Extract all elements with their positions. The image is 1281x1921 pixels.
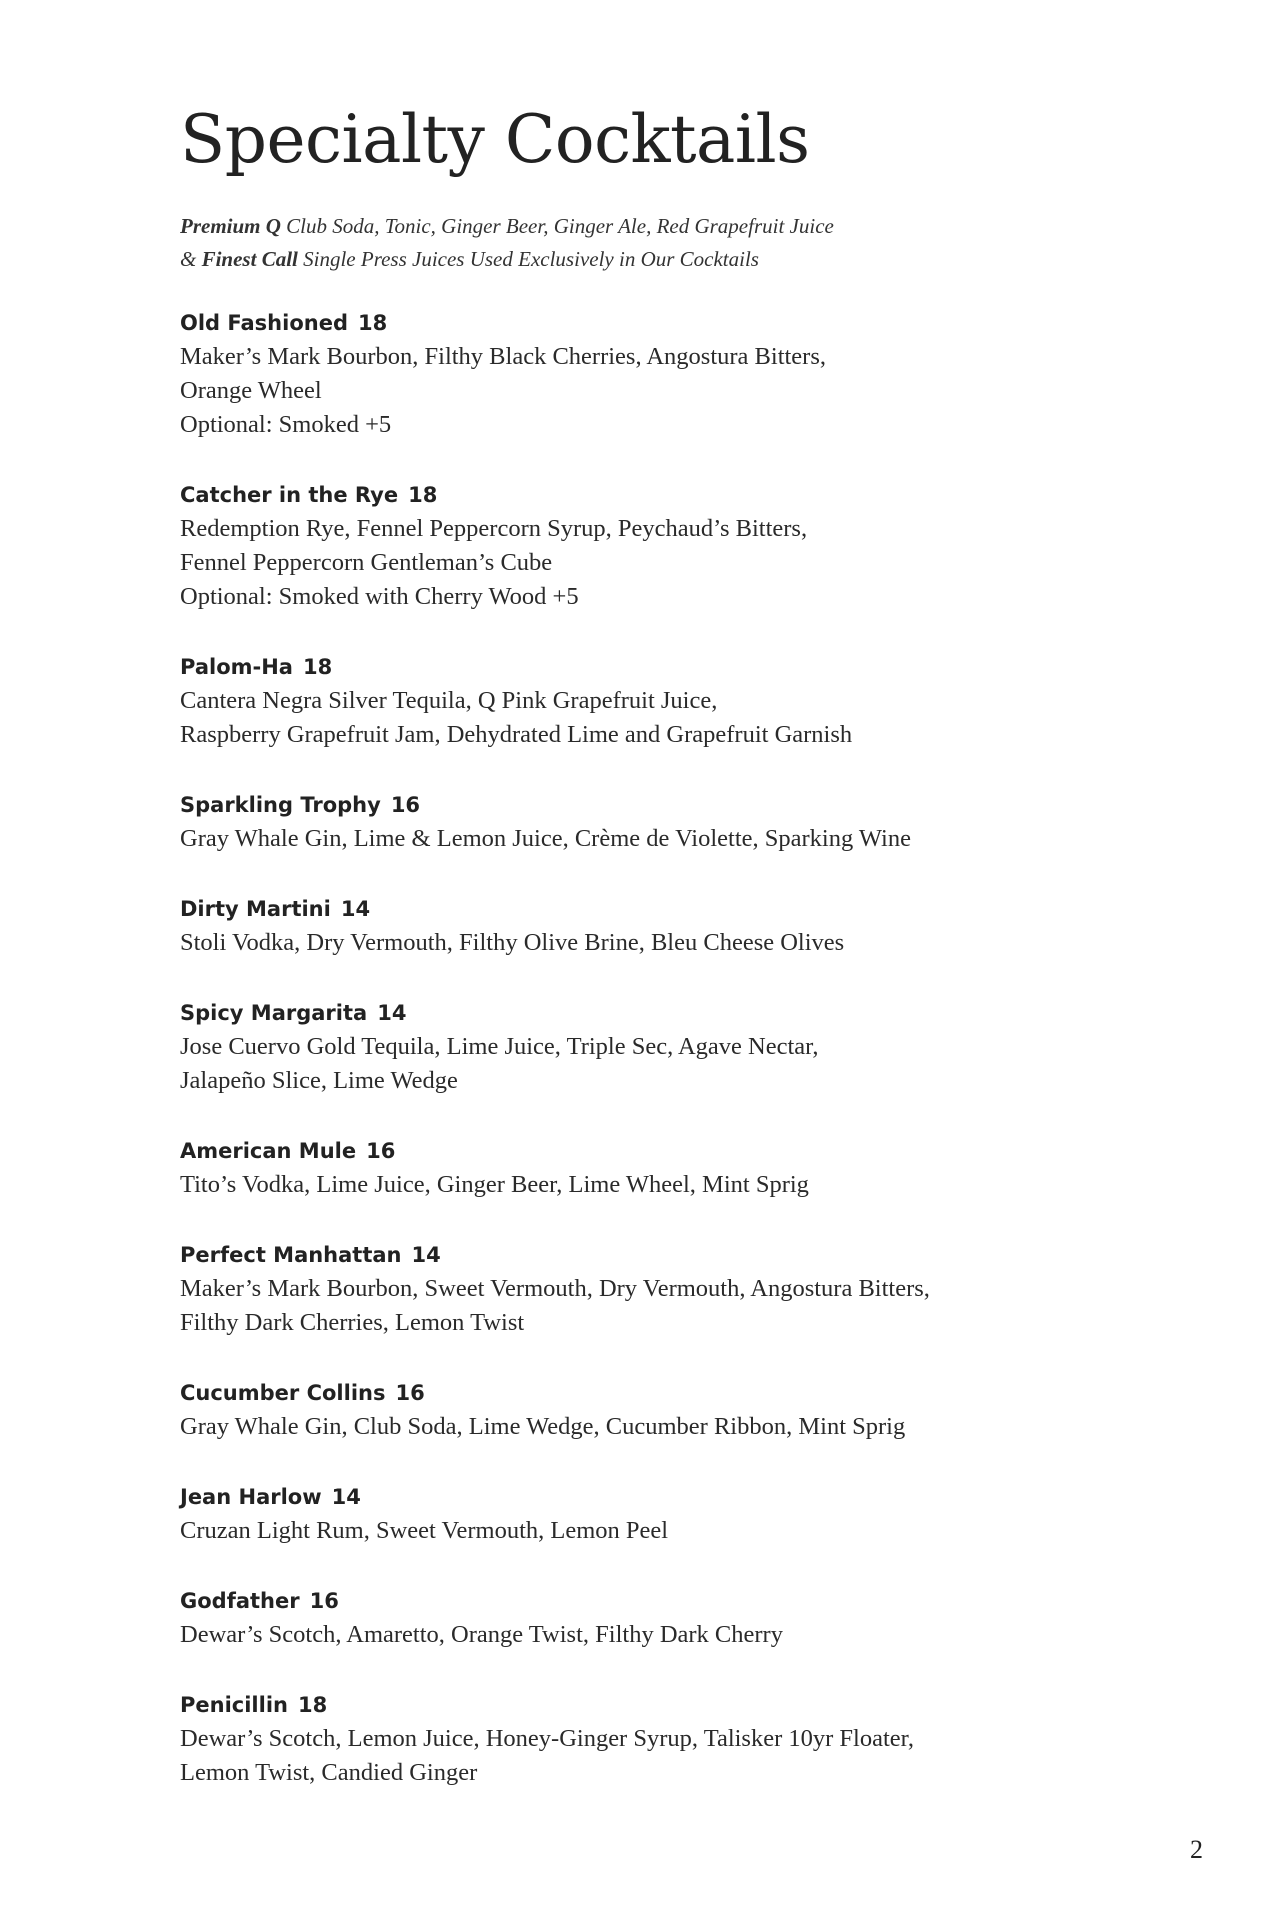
cocktail-option: Optional: Smoked +5 <box>180 411 392 438</box>
cocktail-item <box>180 1376 1140 1444</box>
cocktail-ingredients: Raspberry Grapefruit Jam, Dehydrated Lime and Grapefruit Garnish <box>180 721 853 748</box>
cocktail-item <box>180 996 1140 1098</box>
cocktail-name: Catcher in the Rye <box>180 483 399 507</box>
cocktail-ingredients: Lemon Twist, Candied Ginger <box>180 1759 478 1786</box>
cocktail-item <box>180 1238 1140 1340</box>
cocktail-list <box>180 306 1140 1790</box>
cocktail-heading <box>180 478 1140 512</box>
cocktail-price: 18 <box>408 483 438 507</box>
cocktail-name: Palom-Ha <box>180 655 293 679</box>
cocktail-ingredients: Orange Wheel <box>180 377 322 404</box>
cocktail-price: 14 <box>377 1001 407 1025</box>
cocktail-name: Sparkling Trophy <box>180 793 381 817</box>
cocktail-name: Penicillin <box>180 1693 288 1717</box>
cocktail-name: Perfect Manhattan <box>180 1243 402 1267</box>
cocktail-price: 18 <box>302 655 333 679</box>
cocktail-name: Godfather <box>180 1589 300 1613</box>
cocktail-item <box>180 1688 1140 1790</box>
cocktail-item <box>180 1584 1140 1652</box>
cocktail-item <box>180 306 1140 442</box>
cocktail-item <box>180 892 1140 960</box>
cocktail-heading <box>180 1688 1140 1722</box>
cocktail-heading <box>180 1480 1140 1514</box>
cocktail-ingredients: Dewar’s Scotch, Amaretto, Orange Twist, Filthy Dark Cherry <box>180 1621 783 1648</box>
cocktail-option: Optional: Smoked with Cherry Wood +5 <box>180 583 579 610</box>
cocktail-ingredients: Cantera Negra Silver Tequila, Q Pink Grapefruit Juice, <box>180 687 718 714</box>
cocktail-ingredients: Jalapeño Slice, Lime Wedge <box>180 1067 458 1094</box>
cocktail-heading <box>180 892 1140 926</box>
cocktail-ingredients: Stoli Vodka, Dry Vermouth, Filthy Olive Brine, Bleu Cheese Olives <box>180 929 845 956</box>
intro-prefix-2: & <box>180 247 202 271</box>
intro-lead-2: Finest Call <box>201 247 298 271</box>
cocktail-ingredients: Jose Cuervo Gold Tequila, Lime Juice, Triple Sec, Agave Nectar, <box>180 1033 819 1060</box>
cocktail-name: Cucumber Collins <box>180 1381 386 1405</box>
cocktail-heading <box>180 1584 1140 1618</box>
cocktail-price: 16 <box>366 1139 396 1163</box>
cocktail-ingredients: Dewar’s Scotch, Lemon Juice, Honey-Ginger Syrup, Talisker 10yr Floater, <box>180 1725 914 1752</box>
cocktail-ingredients: Maker’s Mark Bourbon, Filthy Black Cherries, Angostura Bitters, <box>180 343 826 370</box>
page-number: 2 <box>1190 1835 1203 1864</box>
cocktail-ingredients: Gray Whale Gin, Club Soda, Lime Wedge, Cucumber Ribbon, Mint Sprig <box>180 1413 906 1440</box>
cocktail-name: Old Fashioned <box>180 311 348 335</box>
cocktail-ingredients: Filthy Dark Cherries, Lemon Twist <box>180 1309 525 1336</box>
page-title: Specialty Cocktails <box>180 101 810 178</box>
cocktail-name: Dirty Martini <box>180 897 331 921</box>
cocktail-item <box>180 650 1140 752</box>
cocktail-price: 14 <box>340 897 371 921</box>
intro-line-2 <box>180 243 1140 276</box>
cocktail-price: 16 <box>309 1589 339 1613</box>
cocktail-ingredients: Tito’s Vodka, Lime Juice, Ginger Beer, Lime Wheel, Mint Sprig <box>180 1171 809 1198</box>
menu-page <box>180 100 1140 1826</box>
cocktail-item <box>180 1480 1140 1548</box>
cocktail-heading <box>180 1134 1140 1168</box>
cocktail-item <box>180 788 1140 856</box>
cocktail-heading <box>180 1376 1140 1410</box>
intro-note <box>180 210 1140 276</box>
cocktail-price: 18 <box>297 1693 328 1717</box>
cocktail-price: 16 <box>390 793 421 817</box>
cocktail-heading <box>180 996 1140 1030</box>
intro-text-1: Club Soda, Tonic, Ginger Beer, Ginger Ale, Red Grapefruit Juice <box>280 214 834 238</box>
cocktail-heading <box>180 788 1140 822</box>
cocktail-ingredients: Fennel Peppercorn Gentleman’s Cube <box>180 549 553 576</box>
cocktail-ingredients: Maker’s Mark Bourbon, Sweet Vermouth, Dry Vermouth, Angostura Bitters, <box>180 1275 930 1302</box>
cocktail-price: 16 <box>395 1381 425 1405</box>
cocktail-item <box>180 1134 1140 1202</box>
cocktail-name: American Mule <box>180 1139 357 1163</box>
cocktail-heading <box>180 650 1140 684</box>
cocktail-heading <box>180 1238 1140 1272</box>
cocktail-ingredients: Cruzan Light Rum, Sweet Vermouth, Lemon Peel <box>180 1517 669 1544</box>
cocktail-name: Spicy Margarita <box>180 1001 368 1025</box>
cocktail-price: 14 <box>331 1485 361 1509</box>
cocktail-price: 14 <box>411 1243 441 1267</box>
cocktail-ingredients: Gray Whale Gin, Lime & Lemon Juice, Crème de Violette, Sparking Wine <box>180 825 911 852</box>
cocktail-name: Jean Harlow <box>180 1485 322 1509</box>
intro-text-2: Single Press Juices Used Exclusively in Our Cocktails <box>297 247 759 271</box>
intro-line-1 <box>180 210 1140 243</box>
cocktail-heading <box>180 306 1140 340</box>
cocktail-price: 18 <box>357 311 388 335</box>
cocktail-item <box>180 478 1140 614</box>
cocktail-ingredients: Redemption Rye, Fennel Peppercorn Syrup, Peychaud’s Bitters, <box>180 515 808 542</box>
intro-lead-1: Premium Q <box>180 214 281 238</box>
